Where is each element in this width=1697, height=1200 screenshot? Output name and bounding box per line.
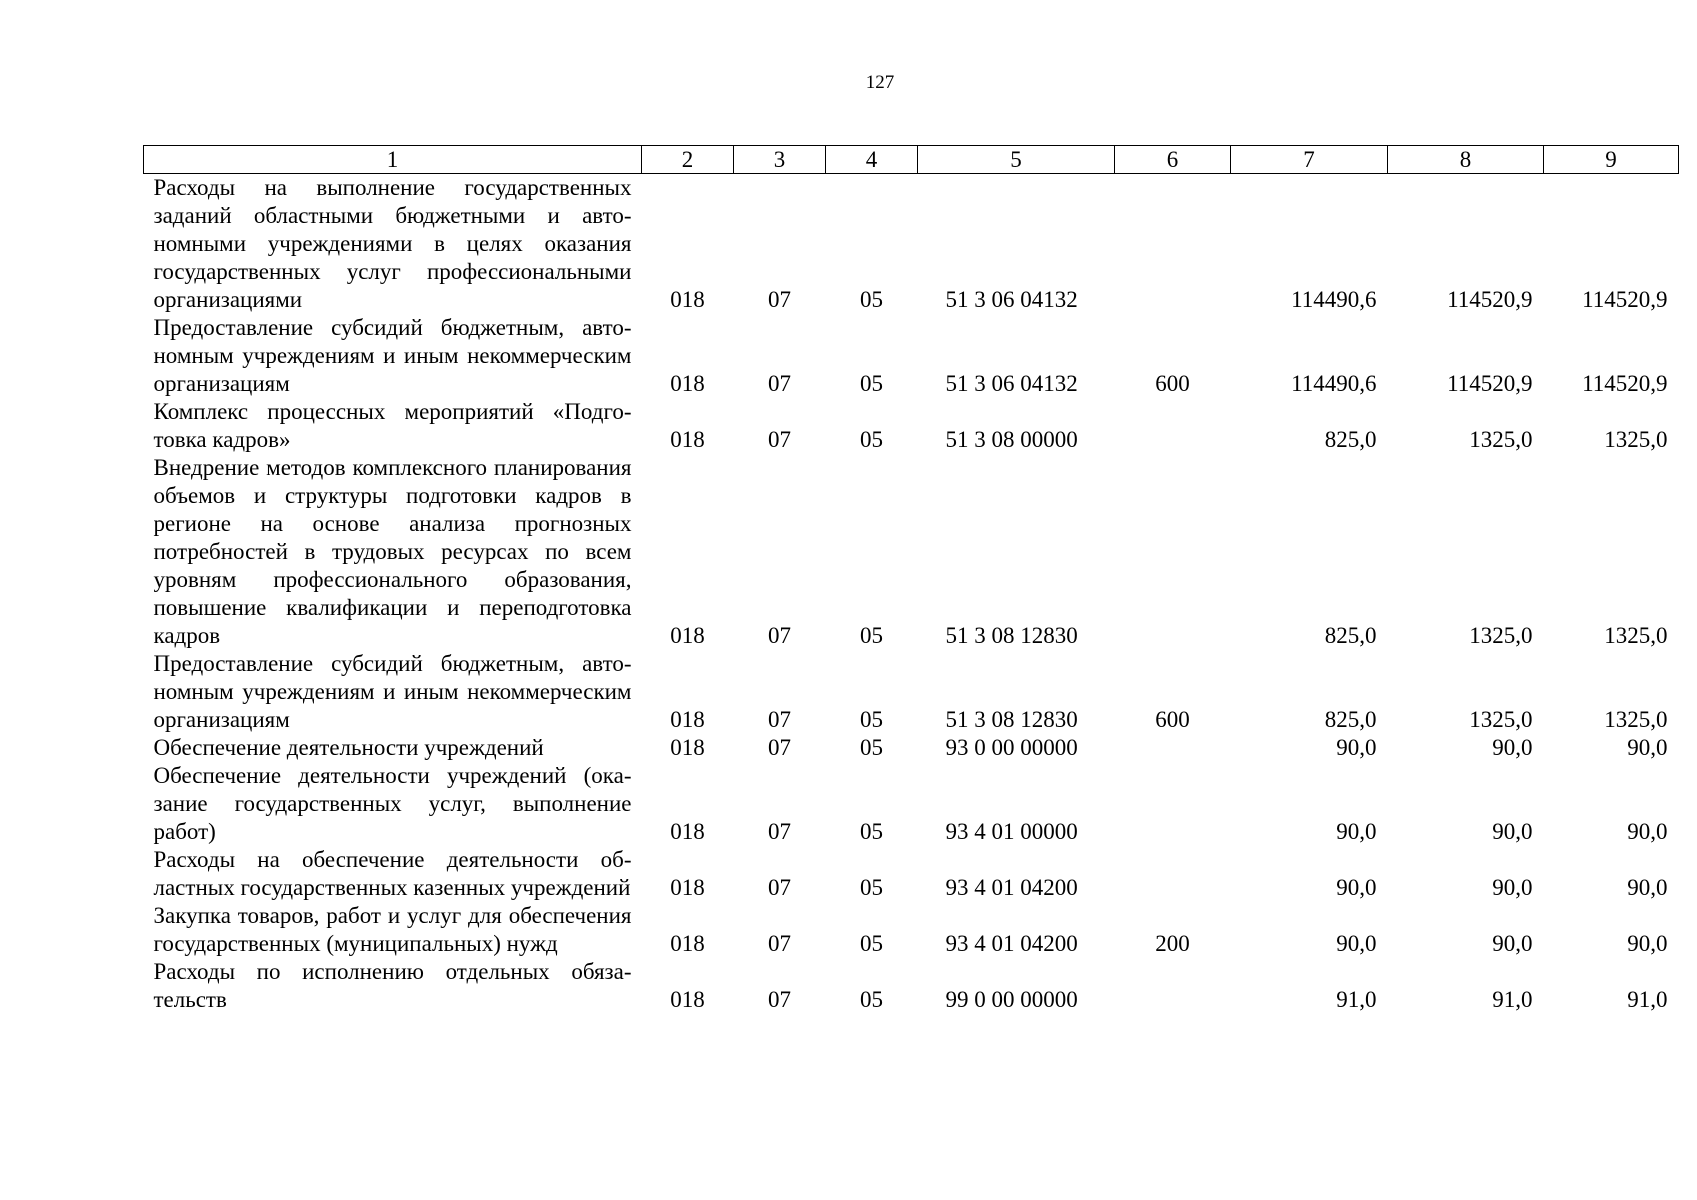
ministry-code-cell: 018 (670, 931, 705, 956)
section-code-cell: 07 (768, 819, 791, 844)
column-header: 8 (1388, 146, 1544, 174)
expense-name-cell: Предоставление субсидий бюджетным, автономным учреждениям и иным некоммерческим организациям (153, 315, 632, 396)
expense-name-cell: Расходы по исполнению отдельных обязательств (153, 959, 632, 1012)
ministry-code-cell: 018 (670, 875, 705, 900)
subsection-code-cell: 05 (860, 371, 883, 396)
amount-year-2-cell: 114520,9 (1447, 371, 1533, 396)
amount-year-1-cell: 90,0 (1336, 875, 1377, 900)
table-row (144, 846, 1679, 902)
amount-year-3-cell: 90,0 (1627, 819, 1668, 844)
expense-type-cell (1115, 734, 1231, 762)
expense-name-cell: Обеспечение деятельности учреждений (153, 735, 544, 760)
subsection-code-cell: 05 (860, 875, 883, 900)
amount-year-3-cell: 90,0 (1627, 931, 1668, 956)
section-code-cell: 07 (768, 735, 791, 760)
column-header: 1 (144, 146, 642, 174)
amount-year-3-cell: 114520,9 (1582, 371, 1668, 396)
expense-type-cell (1115, 958, 1231, 1014)
amount-year-1-cell: 90,0 (1336, 819, 1377, 844)
column-header: 9 (1544, 146, 1679, 174)
amount-year-1-cell: 114490,6 (1291, 371, 1377, 396)
ministry-code-cell: 018 (670, 371, 705, 396)
target-article-cell: 51 3 08 00000 (945, 427, 1078, 452)
subsection-code-cell: 05 (860, 819, 883, 844)
expense-type-cell (1115, 846, 1231, 902)
column-header: 5 (918, 146, 1115, 174)
expense-name-cell: Закупка товаров, работ и услуг для обеспечения государственных (муниципальных) нужд (153, 903, 632, 956)
target-article-cell: 51 3 08 12830 (945, 623, 1078, 648)
amount-year-2-cell: 90,0 (1492, 931, 1533, 956)
amount-year-2-cell: 91,0 (1492, 987, 1533, 1012)
subsection-code-cell: 05 (860, 735, 883, 760)
page-number: 127 (865, 72, 895, 93)
section-code-cell: 07 (768, 875, 791, 900)
table-row (144, 174, 1679, 315)
subsection-code-cell: 05 (860, 623, 883, 648)
amount-year-3-cell: 90,0 (1627, 875, 1668, 900)
subsection-code-cell: 05 (860, 987, 883, 1012)
budget-table (143, 145, 1679, 1014)
amount-year-1-cell: 90,0 (1336, 735, 1377, 760)
column-header: 4 (826, 146, 918, 174)
target-article-cell: 93 4 01 04200 (945, 875, 1078, 900)
table-body (144, 174, 1679, 1015)
column-header: 7 (1231, 146, 1388, 174)
table-row (144, 762, 1679, 846)
section-code-cell: 07 (768, 623, 791, 648)
expense-name-cell: Комплекс процессных мероприятий «Подготовка кадров» (153, 399, 632, 452)
amount-year-2-cell: 90,0 (1492, 819, 1533, 844)
amount-year-2-cell: 90,0 (1492, 735, 1533, 760)
ministry-code-cell: 018 (670, 707, 705, 732)
amount-year-2-cell: 90,0 (1492, 875, 1533, 900)
expense-name-cell: Внедрение методов комплексного планирования объемов и структуры подготовки кадров в регионе на основе анализа прогнозных потребностей в трудовых ресурсах по всем уровням профессионального образования, повышение квалификации и переподготовка кадров (153, 455, 632, 648)
table-row (144, 958, 1679, 1014)
column-header: 6 (1115, 146, 1231, 174)
column-header: 3 (734, 146, 826, 174)
amount-year-3-cell: 1325,0 (1604, 707, 1668, 732)
amount-year-2-cell: 114520,9 (1447, 287, 1533, 312)
amount-year-3-cell: 1325,0 (1604, 427, 1668, 452)
subsection-code-cell: 05 (860, 427, 883, 452)
section-code-cell: 07 (768, 707, 791, 732)
expense-type-cell: 600 (1155, 707, 1190, 732)
amount-year-1-cell: 90,0 (1336, 931, 1377, 956)
amount-year-2-cell: 1325,0 (1469, 427, 1533, 452)
target-article-cell: 93 0 00 00000 (945, 735, 1078, 760)
ministry-code-cell: 018 (670, 987, 705, 1012)
expense-type-cell (1115, 454, 1231, 650)
amount-year-2-cell: 1325,0 (1469, 707, 1533, 732)
section-code-cell: 07 (768, 427, 791, 452)
target-article-cell: 51 3 06 04132 (945, 371, 1078, 396)
ministry-code-cell: 018 (670, 623, 705, 648)
amount-year-1-cell: 825,0 (1324, 427, 1377, 452)
target-article-cell: 99 0 00 00000 (945, 987, 1078, 1012)
header-row (144, 146, 1679, 174)
table-row (144, 650, 1679, 734)
amount-year-3-cell: 1325,0 (1604, 623, 1668, 648)
subsection-code-cell: 05 (860, 931, 883, 956)
amount-year-1-cell: 825,0 (1324, 623, 1377, 648)
expense-name-cell: Расходы на обеспечение деятельности областных государственных казенных учреждений (153, 847, 632, 900)
ministry-code-cell: 018 (670, 427, 705, 452)
table-row (144, 314, 1679, 398)
amount-year-1-cell: 91,0 (1336, 987, 1377, 1012)
table-header (144, 146, 1679, 174)
section-code-cell: 07 (768, 371, 791, 396)
amount-year-1-cell: 114490,6 (1291, 287, 1377, 312)
table-row (144, 734, 1679, 762)
target-article-cell: 93 4 01 04200 (945, 931, 1078, 956)
expense-type-cell: 600 (1155, 371, 1190, 396)
table-row (144, 398, 1679, 454)
amount-year-3-cell: 91,0 (1627, 987, 1668, 1012)
expense-type-cell (1115, 398, 1231, 454)
target-article-cell: 93 4 01 00000 (945, 819, 1078, 844)
subsection-code-cell: 05 (860, 707, 883, 732)
expense-name-cell: Обеспечение деятельности учреждений (оказание государственных услуг, выполнение работ) (153, 763, 632, 844)
expense-type-cell: 200 (1155, 931, 1190, 956)
expense-name-cell: Расходы на выполнение государственных заданий областными бюджетными и автономными учреждениями в целях оказания государственных услуг профессиональными организациями (153, 175, 632, 312)
ministry-code-cell: 018 (670, 735, 705, 760)
section-code-cell: 07 (768, 287, 791, 312)
table-row (144, 454, 1679, 650)
amount-year-3-cell: 90,0 (1627, 735, 1668, 760)
column-header: 2 (642, 146, 734, 174)
ministry-code-cell: 018 (670, 287, 705, 312)
amount-year-1-cell: 825,0 (1324, 707, 1377, 732)
table-row (144, 902, 1679, 958)
section-code-cell: 07 (768, 987, 791, 1012)
expense-name-cell: Предоставление субсидий бюджетным, автономным учреждениям и иным некоммерческим организациям (153, 651, 632, 732)
amount-year-2-cell: 1325,0 (1469, 623, 1533, 648)
section-code-cell: 07 (768, 931, 791, 956)
target-article-cell: 51 3 06 04132 (945, 287, 1078, 312)
ministry-code-cell: 018 (670, 819, 705, 844)
expense-type-cell (1115, 762, 1231, 846)
expense-type-cell (1115, 174, 1231, 315)
amount-year-3-cell: 114520,9 (1582, 287, 1668, 312)
target-article-cell: 51 3 08 12830 (945, 707, 1078, 732)
subsection-code-cell: 05 (860, 287, 883, 312)
